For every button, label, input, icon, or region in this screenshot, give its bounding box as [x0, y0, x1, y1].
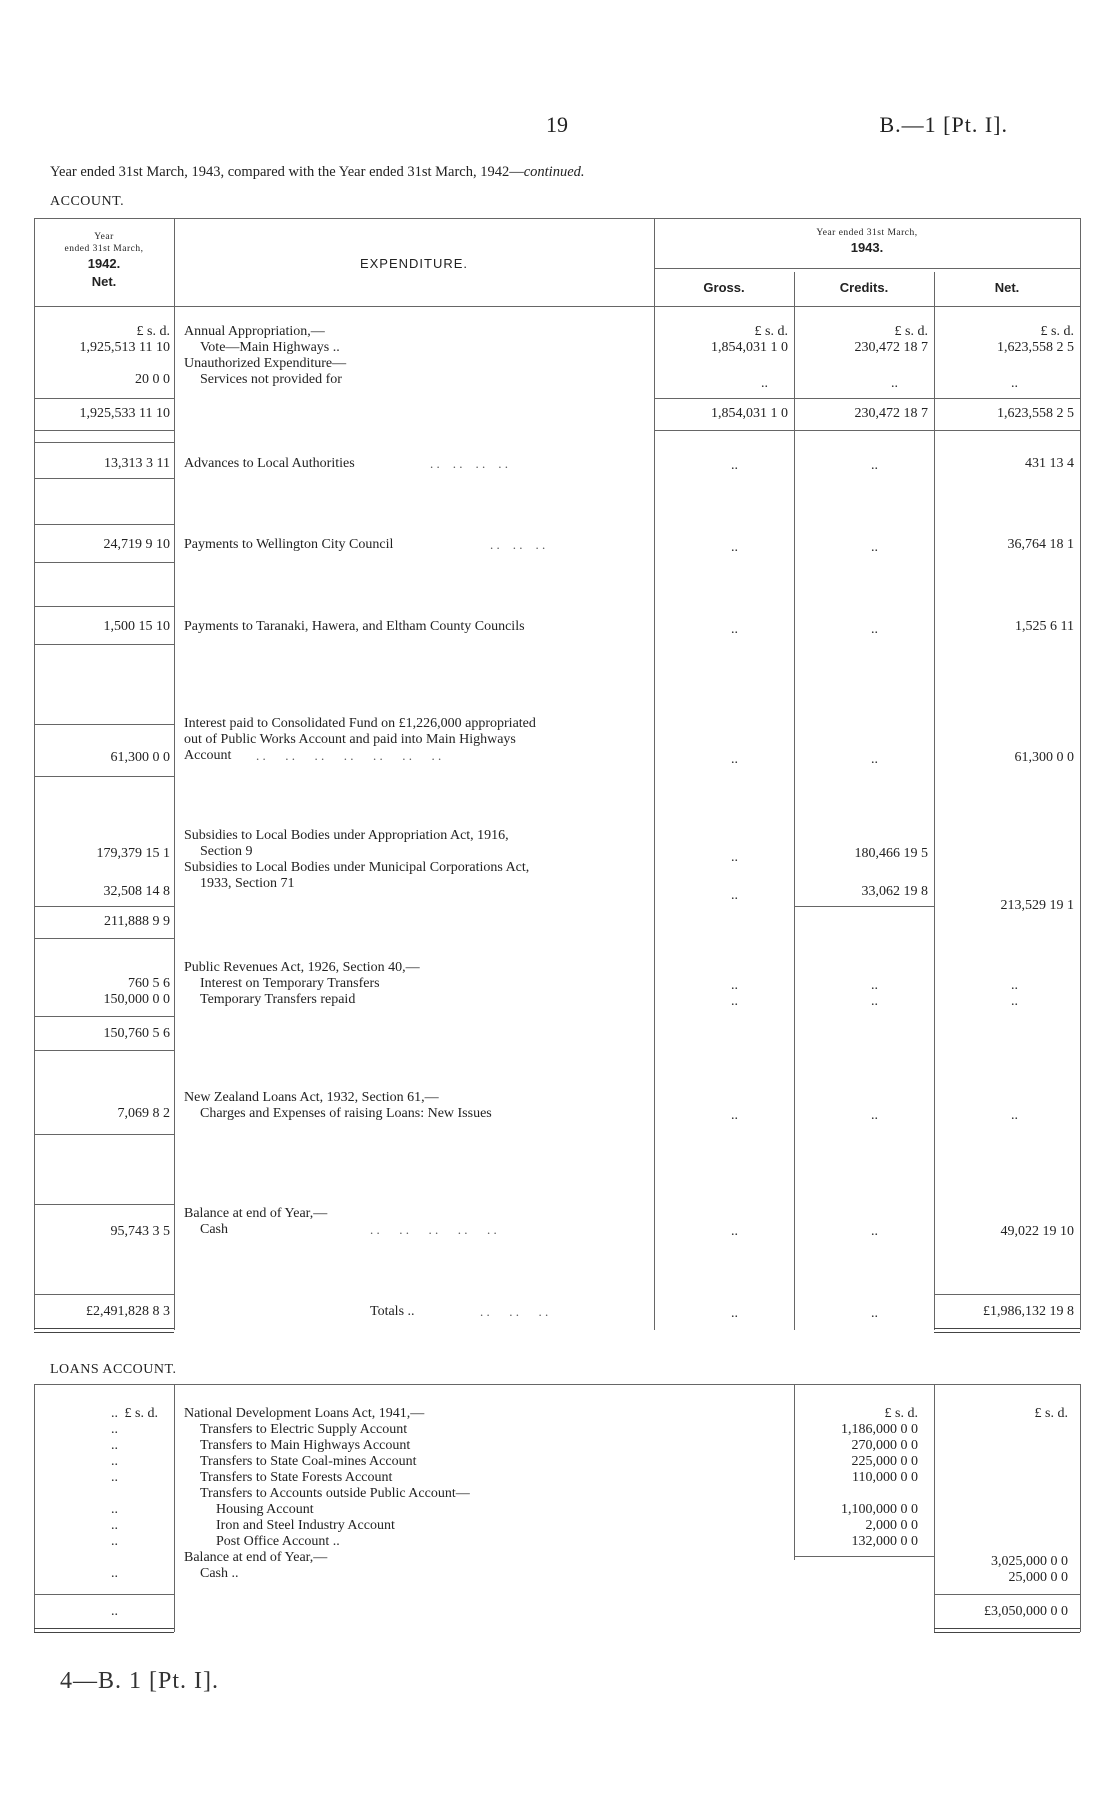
row-description: Vote—Main Highways ..: [200, 340, 340, 355]
current-year-number: 1943.: [850, 240, 884, 255]
gross-value: ..: [731, 540, 738, 555]
prev-value: 7,069 8 2: [117, 1106, 170, 1121]
loan-prev: ..: [111, 1502, 118, 1517]
gross-value: ..: [761, 376, 768, 391]
net-value: ..: [1011, 1108, 1018, 1123]
prev-value: 1,925,513 11 10: [79, 340, 170, 355]
gross-value: ..: [731, 458, 738, 473]
net-value: 36,764 18 1: [1007, 537, 1074, 552]
loan-prev: ..: [111, 1518, 118, 1533]
loans-cash: 25,000 0 0: [1008, 1570, 1068, 1585]
gross-value: ..: [731, 1306, 738, 1321]
net-value: 431 13 4: [1025, 456, 1074, 471]
row-description: Interest paid to Consolidated Fund on £1,226,000 appropriated: [184, 716, 536, 731]
row-description: Interest on Temporary Transfers: [200, 976, 380, 991]
prev-value: 150,000 0 0: [103, 992, 170, 1007]
loan-desc: Iron and Steel Industry Account: [216, 1518, 395, 1533]
page-heading: [50, 164, 585, 181]
gross-header: Gross.: [703, 280, 745, 295]
loan-prev: ..: [111, 1534, 118, 1549]
row-description: Subsidies to Local Bodies under Municipal Corporations Act,: [184, 860, 530, 875]
units-label: £ s. d.: [1040, 324, 1074, 339]
loan-desc: Balance at end of Year,—: [184, 1550, 328, 1565]
net-value: 49,022 19 10: [1000, 1224, 1074, 1239]
loans-subtotal: 3,025,000 0 0: [991, 1554, 1068, 1569]
row-description: 1933, Section 71: [200, 876, 295, 891]
gross-value: ..: [731, 888, 738, 903]
loans-total: £3,050,000 0 0: [984, 1604, 1068, 1619]
credits-value: ..: [871, 994, 878, 1009]
row-description: Services not provided for: [200, 372, 342, 387]
heading-text: Year ended 31st March, 1943, compared with the Year ended 31st March, 1942—: [50, 164, 524, 180]
gross-value: ..: [731, 752, 738, 767]
row-description: Cash: [200, 1222, 228, 1237]
prev-value: 760 5 6: [128, 976, 170, 991]
loan-desc: Transfers to State Coal-mines Account: [200, 1454, 417, 1469]
row-description: Payments to Wellington City Council: [184, 537, 394, 552]
net-header: Net.: [994, 280, 1020, 295]
row-description: Account: [184, 748, 232, 763]
loan-amount: 2,000 0 0: [865, 1518, 918, 1533]
loan-amount: 270,000 0 0: [851, 1438, 918, 1453]
loan-amount: 132,000 0 0: [851, 1534, 918, 1549]
loan-amount: 225,000 0 0: [851, 1454, 918, 1469]
row-description: Section 9: [200, 844, 253, 859]
prev-value: 95,743 3 5: [110, 1224, 170, 1239]
net-subtotal: 1,623,558 2 5: [997, 406, 1074, 421]
credits-value: 230,472 18 7: [854, 340, 928, 355]
gross-value: ..: [731, 850, 738, 865]
loan-desc: Transfers to Main Highways Account: [200, 1438, 411, 1453]
page-reference: B.—1 [Pt. I].: [879, 112, 1008, 137]
row-description: Balance at end of Year,—: [184, 1206, 328, 1221]
prev-year-header-2: ended 31st March,: [64, 244, 144, 254]
loan-prev: ..: [111, 1406, 118, 1421]
loans-total-prev: ..: [111, 1604, 118, 1619]
net-value: 213,529 19 1: [1000, 898, 1074, 913]
loan-prev: ..: [111, 1438, 118, 1453]
gross-value: ..: [731, 994, 738, 1009]
loan-prev: ..: [111, 1454, 118, 1469]
credits-subtotal: 230,472 18 7: [854, 406, 928, 421]
net-value: ..: [1011, 994, 1018, 1009]
loan-prev: ..: [111, 1566, 118, 1581]
gross-value: ..: [731, 622, 738, 637]
loan-amount: 1,186,000 0 0: [841, 1422, 918, 1437]
prev-value: 32,508 14 8: [103, 884, 170, 899]
gross-value: 1,854,031 1 0: [711, 340, 788, 355]
row-description: Charges and Expenses of raising Loans: New Issues: [200, 1106, 492, 1121]
credits-value: 33,062 19 8: [861, 884, 928, 899]
prev-value: 1,500 15 10: [103, 619, 170, 634]
net-value: 61,300 0 0: [1014, 750, 1074, 765]
loan-desc: Housing Account: [216, 1502, 314, 1517]
loan-prev: ..: [111, 1422, 118, 1437]
credits-value: ..: [871, 540, 878, 555]
prev-value: 20 0 0: [135, 372, 170, 387]
row-description: Annual Appropriation,—: [184, 324, 325, 339]
loan-desc: Transfers to State Forests Account: [200, 1470, 393, 1485]
prev-subtotal: 211,888 9 9: [104, 914, 170, 929]
credits-value: ..: [871, 1224, 878, 1239]
page-footer: 4—B. 1 [Pt. I].: [60, 1668, 219, 1694]
row-description: Temporary Transfers repaid: [200, 992, 356, 1007]
totals-label: Totals ..: [370, 1304, 415, 1319]
credits-value: ..: [871, 752, 878, 767]
leader-dots: . . . . . .: [480, 1304, 549, 1319]
loan-desc: Transfers to Accounts outside Public Account—: [200, 1486, 470, 1501]
gross-subtotal: 1,854,031 1 0: [711, 406, 788, 421]
credits-value: ..: [891, 376, 898, 391]
loans-units: £ s. d.: [124, 1406, 158, 1421]
units-label: £ s. d.: [754, 324, 788, 339]
credits-value: 180,466 19 5: [854, 846, 928, 861]
loans-units: £ s. d.: [1034, 1406, 1068, 1421]
loan-desc: National Development Loans Act, 1941,—: [184, 1406, 425, 1421]
prev-total: £2,491,828 8 3: [86, 1304, 170, 1319]
prev-value: 24,719 9 10: [103, 537, 170, 552]
row-description: Unauthorized Expenditure—: [184, 356, 347, 371]
credits-header: Credits.: [839, 280, 889, 295]
current-year-header: Year ended 31st March,: [816, 228, 918, 238]
leader-dots: . . . . . . . .: [430, 456, 508, 471]
net-total: £1,986,132 19 8: [983, 1304, 1074, 1319]
row-description: Public Revenues Act, 1926, Section 40,—: [184, 960, 420, 975]
prev-value: 13,313 3 11: [104, 456, 170, 471]
loans-title: LOANS ACCOUNT.: [50, 1362, 177, 1377]
loan-prev: ..: [111, 1470, 118, 1485]
row-description: Advances to Local Authorities: [184, 456, 355, 471]
credits-value: ..: [871, 1306, 878, 1321]
net-value: ..: [1011, 978, 1018, 993]
leader-dots: . . . . . . . . . . . . . .: [256, 748, 442, 763]
row-description: Subsidies to Local Bodies under Appropriation Act, 1916,: [184, 828, 509, 843]
prev-value: 179,379 15 1: [96, 846, 170, 861]
loan-amount: 1,100,000 0 0: [841, 1502, 918, 1517]
loan-desc: Cash ..: [200, 1566, 239, 1581]
heading-continued: continued.: [523, 164, 585, 180]
credits-value: ..: [871, 978, 878, 993]
loan-desc: Transfers to Electric Supply Account: [200, 1422, 408, 1437]
credits-value: ..: [871, 622, 878, 637]
net-value: ..: [1011, 376, 1018, 391]
prev-year-header-1: Year: [94, 232, 114, 242]
credits-value: ..: [871, 458, 878, 473]
gross-value: ..: [731, 1224, 738, 1239]
loan-desc: Post Office Account ..: [216, 1534, 340, 1549]
prev-subtotal: 150,760 5 6: [103, 1026, 170, 1041]
prev-value: 61,300 0 0: [110, 750, 170, 765]
row-description: Payments to Taranaki, Hawera, and Eltham County Councils: [184, 619, 525, 634]
page-number: 19: [546, 112, 568, 137]
units-label: £ s. d.: [136, 324, 170, 339]
expenditure-header: EXPENDITURE.: [359, 256, 469, 271]
account-title: ACCOUNT.: [50, 194, 125, 209]
units-label: £ s. d.: [894, 324, 928, 339]
leader-dots: . . . . . .: [490, 537, 546, 552]
leader-dots: . . . . . . . . . .: [370, 1222, 497, 1237]
row-description: out of Public Works Account and paid into Main Highways: [184, 732, 516, 747]
net-value: 1,623,558 2 5: [997, 340, 1074, 355]
net-value: 1,525 6 11: [1015, 619, 1074, 634]
prev-subtotal: 1,925,533 11 10: [79, 406, 170, 421]
gross-value: ..: [731, 978, 738, 993]
row-description: New Zealand Loans Act, 1932, Section 61,—: [184, 1090, 439, 1105]
prev-year-header-3: 1942.: [87, 256, 121, 271]
credits-value: ..: [871, 1108, 878, 1123]
loans-units: £ s. d.: [884, 1406, 918, 1421]
prev-year-net-header: Net.: [91, 274, 117, 289]
loan-amount: 110,000 0 0: [852, 1470, 918, 1485]
gross-value: ..: [731, 1108, 738, 1123]
